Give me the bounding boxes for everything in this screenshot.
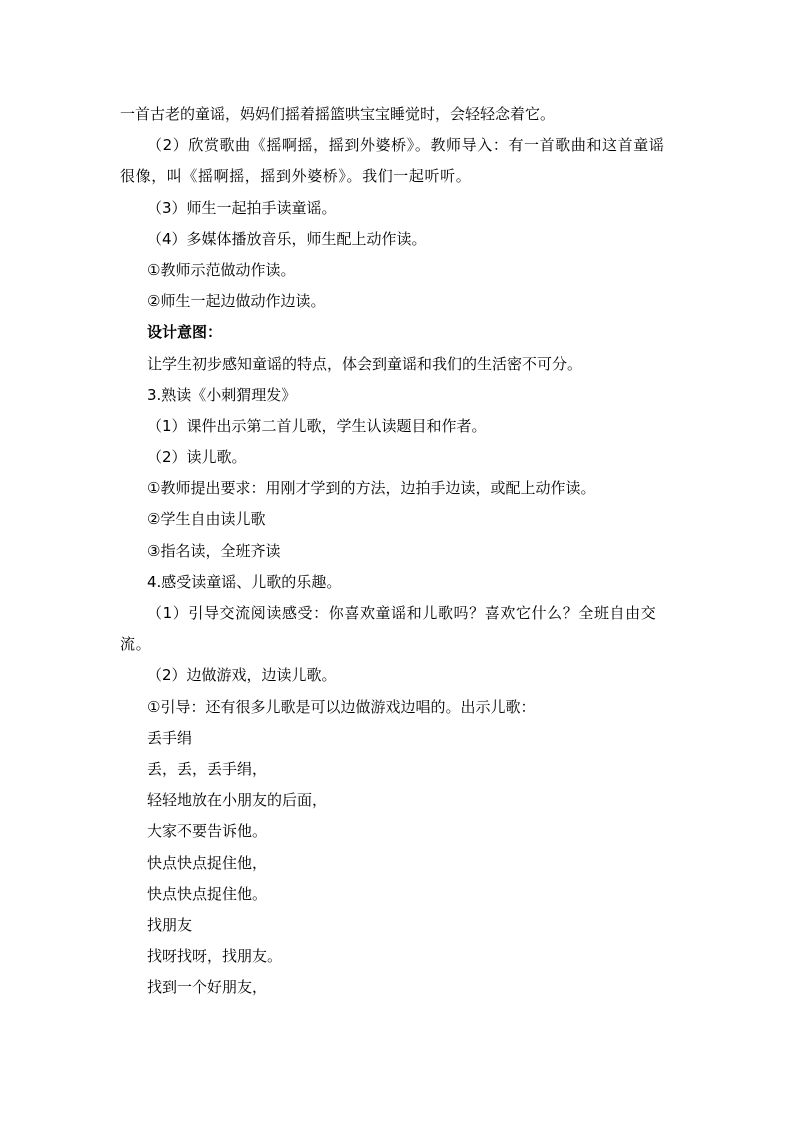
song-line: 找到一个好朋友， bbox=[147, 978, 268, 997]
song-line: 快点快点捉住他， bbox=[147, 853, 268, 872]
paragraph-line: （1）引导交流阅读感受：你喜欢童谣和儿歌吗？喜欢它什么？全班自由交流。 bbox=[120, 604, 657, 654]
song-line: 大家不要告诉他。 bbox=[147, 822, 268, 841]
paragraph-line: ③指名读，全班齐读 bbox=[147, 541, 281, 560]
paragraph-line: ②学生自由读儿歌 bbox=[147, 510, 266, 529]
paragraph-line: （2）欣赏歌曲《摇啊摇，摇到外婆桥》。教师导入：有一首歌曲和这首童谣很像，叫《摇啊摇，摇到外婆桥》。我们一起听听。 bbox=[120, 136, 665, 186]
section-heading: 设计意图： bbox=[147, 323, 223, 342]
section-heading: 4.感受读童谣、儿歌的乐趣。 bbox=[147, 572, 342, 591]
section-heading: 3.熟读《小刺猬理发》 bbox=[147, 385, 297, 404]
song-line: 找呀找呀，找朋友。 bbox=[147, 947, 283, 966]
paragraph-line: ①教师提出要求：用刚才学到的方法，边拍手边读，或配上动作读。 bbox=[147, 479, 596, 498]
song-line: 丢，丢，丢手绢， bbox=[147, 760, 268, 778]
song-line: 快点快点捉住他。 bbox=[147, 884, 268, 903]
paragraph-line: （2）读儿歌。 bbox=[147, 448, 247, 467]
song-title: 丢手绢 bbox=[147, 728, 193, 747]
paragraph-line: ①引导：还有很多儿歌是可以边做游戏边唱的。出示儿歌： bbox=[147, 697, 536, 716]
paragraph-line: ①教师示范做动作读。 bbox=[147, 260, 296, 279]
document-body bbox=[120, 99, 680, 1004]
paragraph-line: （1）课件出示第二首儿歌，学生认读题目和作者。 bbox=[147, 416, 487, 435]
paragraph-line: （3）师生一起拍手读童谣。 bbox=[147, 198, 337, 217]
song-title: 找朋友 bbox=[147, 915, 193, 934]
paragraph-line: （4）多媒体播放音乐，师生配上动作读。 bbox=[147, 229, 427, 248]
paragraph-line: 让学生初步感知童谣的特点，体会到童谣和我们的生活密不可分。 bbox=[147, 354, 583, 373]
song-line: 轻轻地放在小朋友的后面， bbox=[147, 791, 328, 810]
paragraph-line: 一首古老的童谣，妈妈们摇着摇篮哄宝宝睡觉时，会轻轻念着它。 bbox=[120, 105, 556, 123]
paragraph-line: ②师生一起边做动作边读。 bbox=[147, 292, 326, 311]
paragraph-line: （2）边做游戏，边读儿歌。 bbox=[147, 666, 337, 685]
